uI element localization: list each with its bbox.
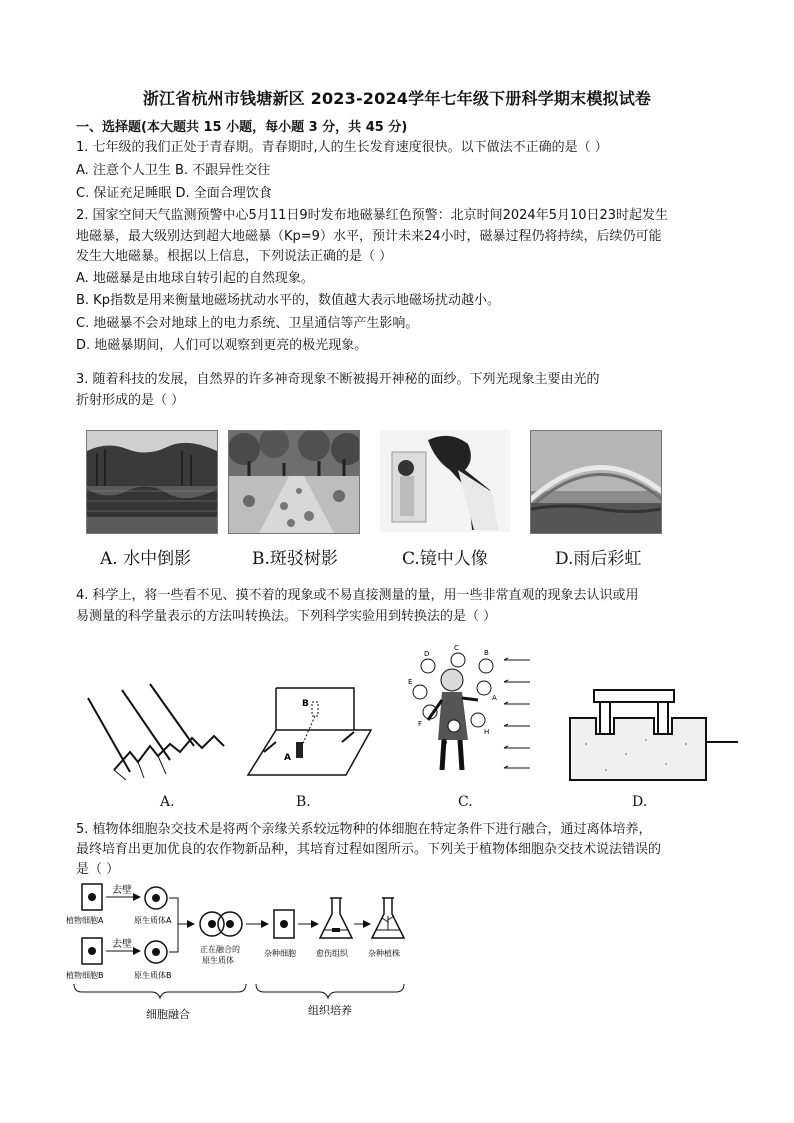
q5-stem-line2: 最终培育出更加优良的农作物新品种，其培育过程如图所示。下列关于植物体细胞杂交技术说法错误的: [76, 842, 662, 857]
figure-b-letter-b: B: [302, 699, 309, 709]
q4-option-c-label: C.: [458, 794, 473, 810]
q3-option-d-label: D.雨后彩虹: [555, 549, 642, 569]
q4-option-d-label: D.: [632, 794, 648, 810]
q2-option-b: B. Kp指数是用来衡量地磁场扰动水平的，数值越大表示地磁场扰动越小。: [76, 293, 500, 308]
q1-options-ab: A. 注意个人卫生 B. 不跟异性交往: [76, 163, 271, 178]
protoplast-b-label: 原生质体B: [134, 971, 172, 980]
q3-stem-line1: 3. 随着科技的发展，自然界的许多神奇现象不断被揭开神秘的面纱。下列光现象主要由光的: [76, 372, 600, 387]
page-title: 浙江省杭州市钱塘新区 2023-2024学年七年级下册科学期末模拟试卷: [142, 89, 652, 108]
q5-stem-line1: 5. 植物体细胞杂交技术是将两个亲缘关系较远物种的体细胞在特定条件下进行融合，通过离体培养，: [76, 822, 652, 837]
plant-cell-a-label: 植物细胞A: [66, 916, 104, 925]
figure-c-letter-g: G: [442, 738, 448, 746]
q4-option-a-label: A.: [160, 794, 175, 810]
hybrid-plant-label: 杂种植株: [368, 949, 400, 958]
q3-stem-line2: 折射形成的是（ ）: [76, 393, 185, 408]
section-heading: 一、选择题(本大题共 15 小题，每小题 3 分，共 45 分): [76, 120, 408, 135]
q3-option-c-label: C.镜中人像: [402, 549, 488, 569]
q3-option-b-label: B.斑驳树影: [252, 549, 338, 569]
q1-stem: 1. 七年级的我们正处于青春期。青春期时,人的生长发育速度很快。以下做法不正确的是（ ）: [76, 140, 608, 155]
q2-stem-line2: 地磁暴，最大级别达到超大地磁暴（Kp=9）水平，预计未来24小时，磁暴过程仍将持续，后续仍可能: [76, 229, 662, 244]
callus-label: 愈伤组织: [316, 949, 348, 958]
plant-cell-b-label: 植物细胞B: [66, 971, 104, 980]
figure-c-letter-f: F: [418, 720, 423, 728]
cell-fusion-label: 细胞融合: [146, 1008, 190, 1021]
q5-stem-line3: 是（ ）: [76, 862, 120, 877]
q1-options-cd: C. 保证充足睡眠 D. 全面合理饮食: [76, 186, 272, 201]
q4-figure-d-trough: [566, 684, 742, 784]
figure-c-letter-h: H: [484, 728, 490, 736]
tissue-culture-label: 组织培养: [308, 1004, 352, 1017]
q4-stem-line2: 易测量的科学量表示的方法叫转换法。下列科学实验用到转换法的是（ ）: [76, 609, 497, 624]
q2-stem-line3: 发生大地磁暴。根据以上信息，下列说法正确的是（ ）: [76, 249, 393, 264]
photo-water-reflection: [86, 430, 218, 534]
q4-option-b-label: B.: [296, 794, 311, 810]
figure-c-letter-a: A: [492, 694, 497, 702]
remove-wall-label-a: 去壁: [112, 885, 132, 896]
hybrid-cell-label: 杂种细胞: [264, 949, 296, 958]
protoplast-a-label: 原生质体A: [134, 916, 172, 925]
q4-stem-line1: 4. 科学上，将一些看不见、摸不着的现象或不易直接测量的量，用一些非常直观的现象去认识或用: [76, 588, 639, 603]
q2-option-d: D. 地磁暴期间，人们可以观察到更亮的极光现象。: [76, 338, 368, 353]
q5-cell-fusion-diagram: [66, 880, 416, 1030]
figure-c-letter-b: B: [484, 649, 489, 657]
fusing-label-2: 原生质体: [202, 956, 234, 965]
photo-mirror-image: [380, 430, 510, 532]
q4-figure-b-mirror-experiment: [246, 680, 376, 780]
figure-b-letter-a: A: [284, 753, 291, 763]
q4-figure-c-boy-with-bubbles: [404, 640, 534, 780]
fusing-label-1: 正在融合的: [200, 945, 240, 954]
figure-c-letter-e: E: [408, 678, 413, 686]
figure-c-letter-c: C: [454, 644, 459, 652]
photo-rainbow: [530, 430, 662, 534]
q4-figure-a-diffuse-reflection: [84, 680, 234, 780]
q2-option-c: C. 地磁暴不会对地球上的电力系统、卫星通信等产生影响。: [76, 316, 419, 331]
figure-c-letter-d: D: [424, 650, 430, 658]
photo-tree-shadows: [228, 430, 360, 534]
q2-option-a: A. 地磁暴是由地球自转引起的自然现象。: [76, 271, 314, 286]
remove-wall-label-b: 去壁: [112, 939, 132, 950]
q2-stem-line1: 2. 国家空间天气监测预警中心5月11日9时发布地磁暴红色预警：北京时间2024年5月10日23时起发生: [76, 208, 669, 223]
q3-option-a-label: A. 水中倒影: [100, 549, 192, 569]
